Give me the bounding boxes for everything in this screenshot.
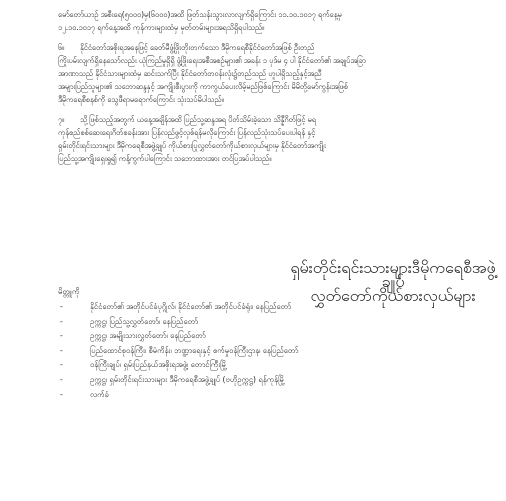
body-line: ရှမ်းတိုင်းရင်းသားများ ဒီမိုကရေစီအဖွဲ့ချုပ် ကိုယ်စားပြုလွှတ်တော်ကိုယ်စားလှယ်များမှ နိုင်ငံတော်အကျိုး [58,141,326,150]
body-line: ဒီမိုကရေစီစနစ်ကို သွေဖီရာမရောက်ကြောင်း သုံးသပ်မိပါသည်။ [58,95,224,104]
body-line: ကုန်စည်စစ်ဆေးရေးဂိတ်စခန်းအား ပြန်လည်ဖွင့်လှစ်ရန်မလိုကြောင်း ပြန်လည်သုံးသပ်ပေးပါရန် နှင့် [58,128,316,137]
cc-item: - ဝန်ကြီးချုပ်၊ ရှမ်းပြည်နယ်အစိုးရအဖွဲ့၊ တောင်ကြီးမြို့ [60,360,227,370]
body-line: မော်တော်ယာဉ် အစီးရေ(၅၀၀၀)မှ(၆၀၀၀)အထိ ဖြတ်သန်းသွားလာလျက်ရှိကြောင်း ၁၁.၁၀.၁၀၁၇ ရက်နေ့မှ [58,10,342,19]
cc-item: - ဥက္ကဋ္ဌ၊ ပြည်သူ့လွှတ်တော်၊ နေပြည်တော် [60,316,199,326]
cc-item: - ဥက္ကဋ္ဌ၊ ရှမ်းတိုင်းရင်းသားများ ဒီမိုကရေစီအဖွဲ့ချုပ် (ဗဟိုဥက္ကဋ္ဌ) ရန်ကုန်မြို့ [60,374,285,384]
body-line: အာဏာသည် နိုင်ငံသားများထံမှ ဆင်းသက်ပြီး နိုင်ငံတော်တဝန်းလုံး၌တည်သည် ဟူပါရှိသည့်နှင့်အညီ [58,69,322,78]
body-line: အများပြည်သူများ၏ သဘောဆန္ဒနှင့် အကျိုးစီးပွားကို ကာကွယ်ပေးလိမ့်မည်ဖြစ်ကြောင်း မိမိတို့မော်ကွန်းအဖြစ် [58,82,348,91]
paragraph-6 [58,41,488,106]
body-line: ၇။ သို့ဖြစ်သည့်အတွက် ယနေ့အချိန်အထိ ပြည်သူ့ဆန္ဒအရ ပိတ်သိမ်းခဲ့သော သိန္နီဂိတ်ဖြင့် မရ [58,115,316,124]
paragraph-number: ၇။ [58,115,65,124]
cc-item: - ပြည်ထောင်စုဝန်ကြီး၊ စီမံကိန်း၊ ဘဏ္ဍာရေးနှင့် စက်မှုဝန်ကြီးဌာန၊ နေပြည်တော် [60,345,299,355]
body-line: ၁၂.၁၀.၁၀၁၇ ရက်နေ့အထိ ကုန်ကားများထံမှ မှတ်တမ်းများအရသိရှိရပါသည်။ [58,23,265,32]
cc-item: - လက်ခံ [60,389,109,399]
signature-title: လွှတ်တော်ကိုယ်စားလှယ်များ [310,286,476,305]
signature-organization: ရှမ်းတိုင်းရင်းသားများဒီမိုကရေစီအဖွဲ့ချုပ် [290,258,496,291]
paragraph-intro [58,8,488,34]
cc-list [60,300,500,402]
cc-item: - ဥက္ကဋ္ဌ၊ အမျိုးသားလွှတ်တော်၊ နေပြည်တော် [60,331,206,341]
body-line: ၆။ နိုင်ငံတော်အစိုးရအနေဖြင့် ခေတ်မီဖွံ့ဖြိုးတိုးတက်သော ဒီမိုကရေစီနိုင်ငံတော်အဖြစ် ဦးတည် [58,43,315,52]
cc-item: - နိုင်ငံတော်၏ အတိုင်ပင်ခံပုဂ္ဂိုလ်၊ နိုင်ငံတော်၏ အတိုင်ပင်ခံရုံး၊ နေပြည်တော် [60,302,292,311]
signature-block [288,258,498,305]
paragraph-number: ၆။ [58,43,65,52]
body-line: ကြိုးပမ်းလျက်ရှိနေသော်လည်း ယုံကြည်မှုရှိရှိ ဖွံ့ဖြိုးရေးအစီအစဉ်များ၏ အခန်း ၁ ပုဒ်မ ၄ ပါ နိုင်ငံတော်၏ အချုပ်အခြာ [58,56,366,65]
body-line: ပြည်သူ့အကျိုးရှေးရှု၍ ကန့်ကွက်ပါကြောင်း သဘောထားအား တင်ပြအပ်ပါသည်။ [58,154,272,163]
cc-heading: မိတ္တူကို [58,287,80,296]
paragraph-7 [58,113,488,165]
